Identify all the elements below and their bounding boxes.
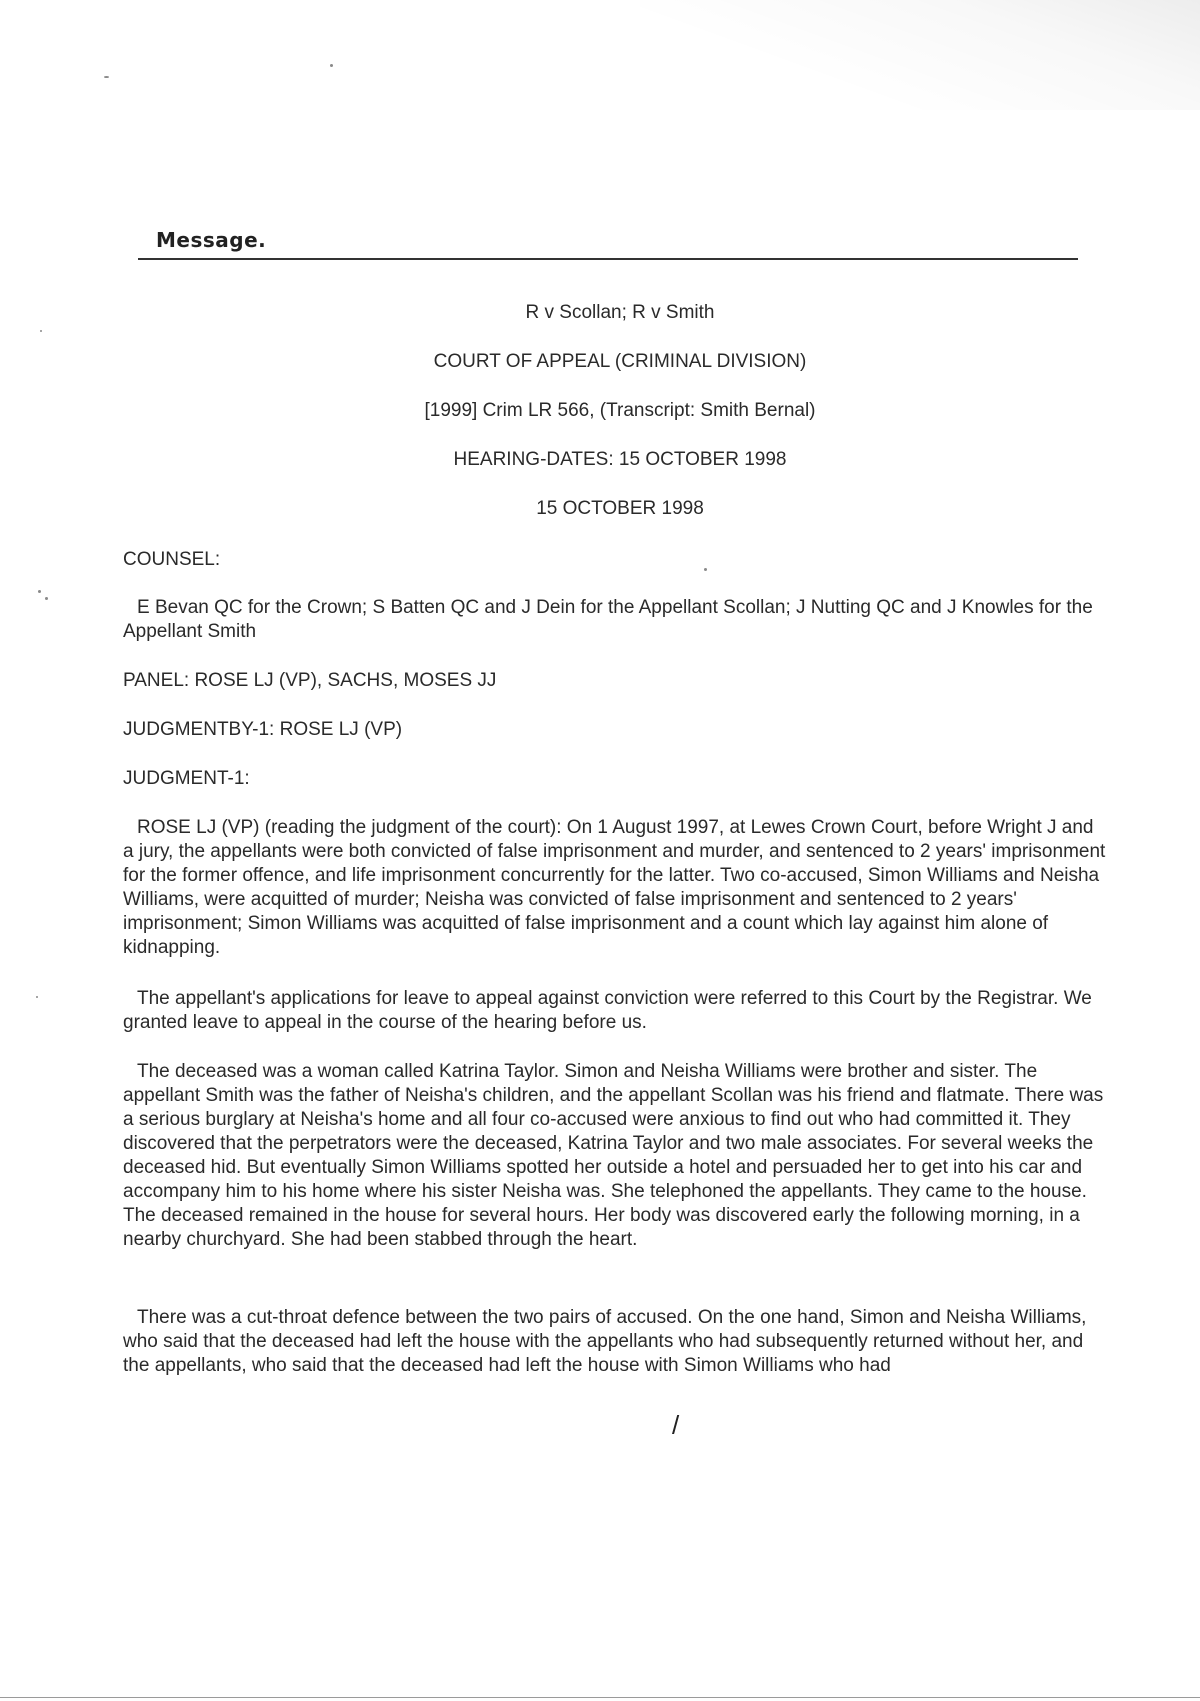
paragraph-2 [123,987,1108,1035]
hearing-dates: HEARING-DATES: 15 OCTOBER 1998 [453,449,787,470]
scan-speck [36,996,38,998]
counsel-text-body: E Bevan QC for the Crown; S Batten QC and J Dein for the Appellant Scollan; J Nutting QC and J Knowles for the Appellant Smith [123,597,1093,642]
paragraph-1-text: ROSE LJ (VP) (reading the judgment of the court): On 1 August 1997, at Lewes Crown Court, before Wright J and a jury, the appellants were both convicted of false imprisonment and murder, and sentenced to 2 years' imprisonment for the former offence, and life imprisonment concurrently for the latter. Two co-accused, Simon Williams and Neisha Williams, were acquitted of murder; Neisha was convicted of false imprisonment and sentenced to 2 years' imprisonment; Simon Williams was acquitted of false imprisonment and a count which lay against him alone of kidnapping. [123,817,1106,958]
scan-noise [640,0,1200,110]
paragraph-3 [123,1060,1108,1252]
paragraph-4-text: There was a cut-throat defence between the two pairs of accused. On the one hand, Simon and Neisha Williams, who said that the deceased had left the house with the appellants who had subsequently returned without her, and the appellants, who said that the deceased had left the house with Simon Williams who had [123,1307,1087,1376]
page-mark: / [672,1410,680,1440]
scan-speck [40,330,42,332]
scan-speck [104,76,109,78]
header-word: Message. [156,228,267,252]
judgment-label: JUDGMENT-1: [123,768,250,789]
bottom-rule [0,1697,1200,1698]
judgment-by-line: JUDGMENTBY-1: ROSE LJ (VP) [123,719,403,740]
paragraph-4 [123,1306,1108,1378]
case-citation: [1999] Crim LR 566, (Transcript: Smith Bernal) [424,400,816,421]
header-rule [138,258,1078,260]
paragraph-1 [123,816,1108,960]
panel-line: PANEL: ROSE LJ (VP), SACHS, MOSES JJ [123,670,497,691]
court-name: COURT OF APPEAL (CRIMINAL DIVISION) [433,351,807,372]
scan-speck [38,590,41,593]
scan-speck [330,64,333,67]
counsel-label: COUNSEL: [123,549,221,570]
paragraph-3-text: The deceased was a woman called Katrina Taylor. Simon and Neisha Williams were brother and sister. The appellant Smith was the father of Neisha's children, and the appellant Scollan was his friend and flatmate. There was a serious burglary at Neisha's home and all four co-accused were anxious to find out who had committed it. They discovered that the perpetrators were the deceased, Katrina Taylor and two male associates. For several weeks the deceased hid. But eventually Simon Williams spotted her outside a hotel and persuaded her to get into his car and accompany him to his home where his sister Neisha was. She telephoned the appellants. They came to the house. The deceased remained in the house for several hours. Her body was discovered early the following morning, in a nearby churchyard. She had been stabbed through the heart. [123,1061,1104,1250]
paragraph-2-text: The appellant's applications for leave to appeal against conviction were referred to this Court by the Registrar. We granted leave to appeal in the course of the hearing before us. [123,988,1092,1033]
judgment-date: 15 OCTOBER 1998 [536,498,704,519]
scan-speck [704,568,707,571]
case-title: R v Scollan; R v Smith [525,302,715,323]
scan-speck [45,597,48,600]
counsel-text [123,596,1108,644]
